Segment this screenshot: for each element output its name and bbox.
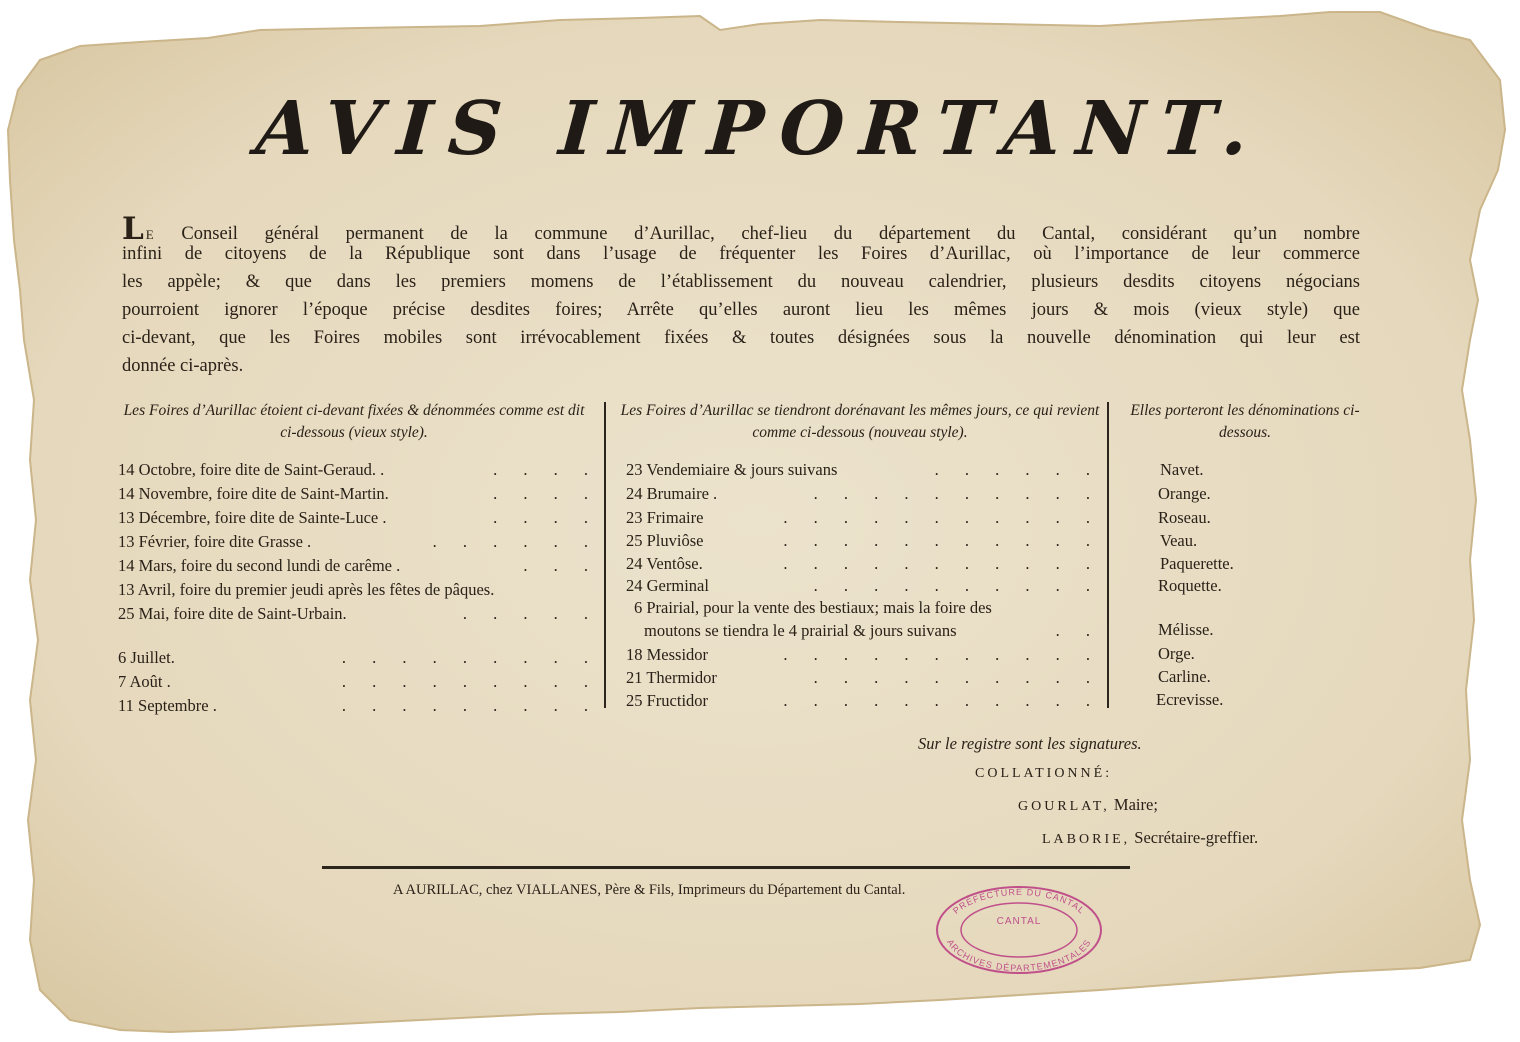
printer-imprint: A AURILLAC, chez VIALLANES, Père & Fils, Imprimeurs du Département du Cantal.	[393, 882, 906, 898]
new-name: Veau.	[1160, 531, 1198, 550]
leader-dots: . . . . . . . . . .	[813, 484, 1090, 503]
new-style-row: 21 Thermidor	[626, 668, 717, 687]
new-name: Roseau.	[1158, 508, 1211, 527]
old-style-header: Les Foires d’Aurillac étoient ci-devant fixées & dénommées comme est dit ci-dessous (vieux style).	[123, 402, 585, 441]
new-style-header: Les Foires d’Aurillac se tiendront dorénavant les mêmes jours, ce qui revient comme ci-dessous (nouveau style).	[620, 402, 1100, 441]
stamp-ring-top: PRÉFECTURE DU CANTAL	[951, 886, 1088, 916]
new-name: Carline.	[1158, 667, 1211, 686]
intro-line-6: donnée ci-après.	[122, 356, 244, 376]
leader-dots: . . .	[523, 556, 588, 575]
leader-dots: . . . .	[493, 460, 588, 479]
new-name: Ecrevisse.	[1156, 690, 1224, 709]
leader-dots: . . . . . . . . . . .	[783, 508, 1090, 527]
intro-line-4: pourroient ignorer l’époque précise desdites foires; Arrête qu’elles auront lieu les mêmes jours & mois (vieux style) que	[122, 300, 1360, 320]
secretaire-signature: LABORIE, Secrétaire-greffier.	[1042, 828, 1259, 847]
leader-dots: . . . . . . . . . . .	[783, 691, 1090, 710]
new-name: Navet.	[1160, 460, 1204, 479]
old-style-row: 13 Février, foire dite Grasse .	[118, 532, 312, 551]
column-divider-left	[604, 402, 606, 708]
archives-stamp	[935, 885, 1103, 975]
new-style-row: 25 Pluviôse	[626, 531, 704, 550]
new-style-row: 24 Ventôse.	[626, 554, 703, 573]
old-style-row: 11 Septembre .	[118, 696, 217, 715]
old-style-row: 14 Octobre, foire dite de Saint-Geraud. .	[118, 460, 385, 479]
leader-dots: . . . . . . . . . .	[813, 576, 1090, 595]
new-style-row: 24 Germinal	[626, 576, 709, 595]
leader-dots: . . . . . .	[934, 460, 1090, 479]
stamp-center-text: CANTAL	[996, 916, 1042, 927]
collationne-label: COLLATIONNÉ:	[975, 766, 1113, 781]
column-divider-right	[1107, 402, 1109, 708]
maire-signature: GOURLAT, Maire;	[1018, 795, 1158, 814]
document-title: AVIS IMPORTANT.	[253, 86, 1267, 172]
leader-dots: . . . . . . . . . . .	[783, 531, 1090, 550]
printer-rule	[322, 866, 1130, 869]
drop-cap: L	[122, 211, 144, 247]
new-style-row: 23 Frimaire	[626, 508, 704, 527]
leader-dots: . . . . . . . . . .	[813, 668, 1090, 687]
new-style-row: 23 Vendemiaire & jours suivans	[626, 460, 838, 479]
leader-dots: . . . . . . . . .	[341, 696, 588, 715]
leader-dots: . . . . . .	[432, 532, 588, 551]
new-name: Mélisse.	[1158, 620, 1214, 639]
intro-line-1: L E Conseil général permanent de la commune d’Aurillac, chef-lieu du département du Cantal, considérant qu’un nombre	[122, 211, 1360, 247]
signature-note: Sur le registre sont les signatures.	[918, 734, 1142, 753]
old-style-row: 13 Avril, foire du premier jeudi après les fêtes de pâques.	[118, 580, 495, 599]
svg-text:PRÉFECTURE DU CANTAL	[951, 887, 1087, 916]
old-style-row: 25 Mai, foire dite de Saint-Urbain.	[118, 604, 347, 623]
leader-dots: . . . . .	[462, 604, 588, 623]
new-style-row: 18 Messidor	[626, 645, 709, 664]
old-style-row: 7 Août .	[118, 672, 171, 691]
new-style-row: 24 Brumaire .	[626, 484, 718, 503]
new-style-row: 25 Fructidor	[626, 691, 709, 710]
leader-dots: . . . . . . . . . . .	[783, 645, 1090, 664]
old-style-row: 13 Décembre, foire dite de Sainte-Luce .	[118, 508, 387, 527]
new-style-row: 6 Prairial, pour la vente des bestiaux; mais la foire des	[634, 598, 992, 617]
new-name: Paquerette.	[1160, 554, 1234, 573]
intro-line-3: les appèle; & que dans les premiers momens de l’établissement du nouveau calendrier, plusieurs desdits citoyens négocians	[122, 272, 1360, 292]
new-name: Roquette.	[1158, 576, 1222, 595]
leader-dots: . . . .	[493, 484, 588, 503]
new-name: Orge.	[1158, 644, 1195, 663]
old-style-row: 6 Juillet.	[118, 648, 175, 667]
leader-dots: . . . .	[493, 508, 588, 527]
intro-line-2: infini de citoyens de la République sont dans l’usage de fréquenter les Foires d’Aurillac, où l’importance de leur commerce	[122, 244, 1360, 264]
old-style-row: 14 Novembre, foire dite de Saint-Martin.	[118, 484, 389, 503]
leader-dots: . . . . . . . . .	[341, 672, 588, 691]
new-style-row: moutons se tiendra le 4 prairial & jours suivans	[644, 621, 957, 640]
new-name: Orange.	[1158, 484, 1211, 503]
names-header: Elles porteront les dénominations ci-dessous.	[1130, 402, 1360, 441]
old-style-row: 14 Mars, foire du second lundi de carême .	[118, 556, 401, 575]
stamp-ring-bottom: ARCHIVES DÉPARTEMENTALES	[945, 937, 1093, 974]
leader-dots: . . . . . . . . . . .	[783, 554, 1090, 573]
leader-dots: . .	[1055, 621, 1090, 640]
leader-dots: . . . . . . . . .	[341, 648, 588, 667]
intro-line-5: ci-devant, que les Foires mobiles sont irrévocablement fixées & toutes désignées sous la nouvelle dénomination qui leur est	[122, 328, 1360, 348]
